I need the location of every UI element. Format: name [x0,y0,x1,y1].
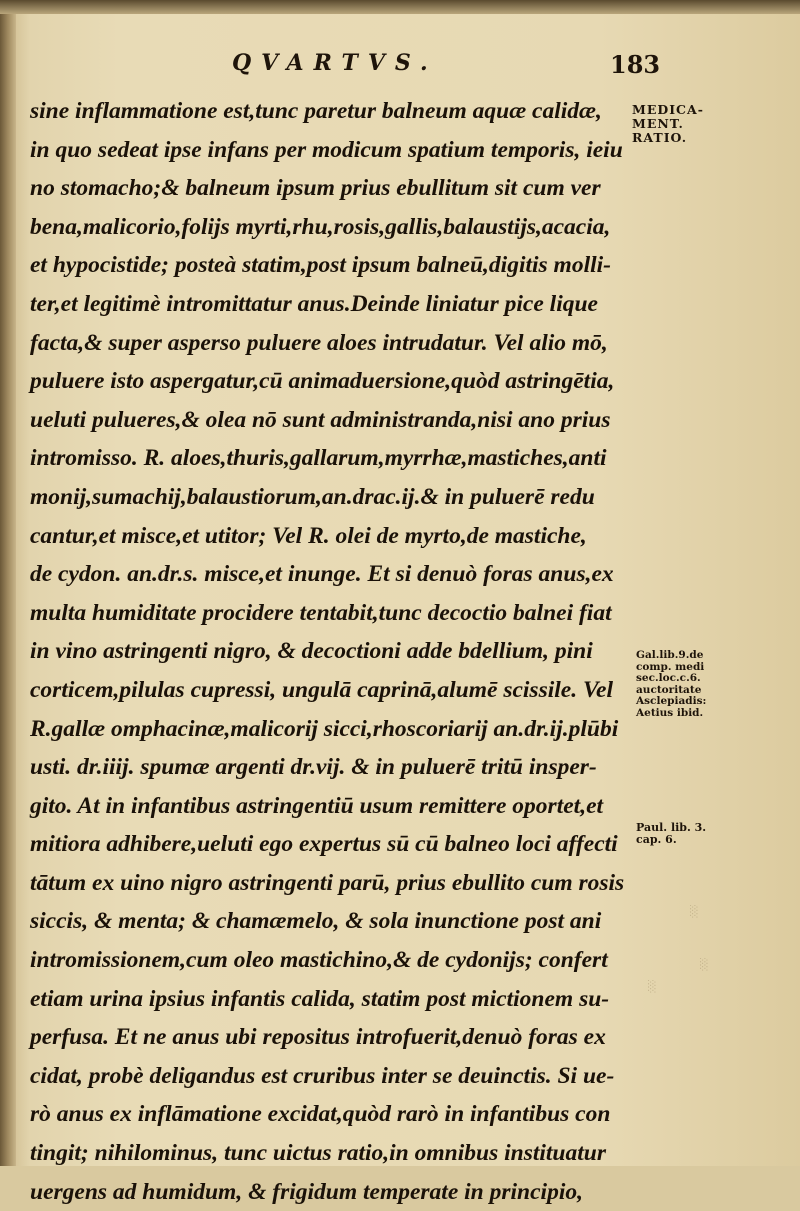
text-line: in vino astringenti nigro, & decoctioni adde bdellium, pini [30,638,593,665]
margin-note-line: sec.loc.c.6. [636,672,701,684]
margin-note-line: MEDICA- [632,102,704,117]
page-number: 183 [610,50,661,79]
text-line: monij,sumachij,balaustiorum,an.drac.ij.& in puluerē redu [30,483,595,510]
margin-note-line: auctoritate [636,683,702,696]
binding-gutter [0,0,16,1166]
running-head: QVARTVS. [232,50,438,76]
text-line: intromisso. R. aloes,thuris,gallarum,myrrhæ,mastiches,anti [30,445,607,472]
margin-note-line: Asclepiadis: [636,695,707,707]
page-top-edge [0,0,800,14]
show-through-mark: ░ [690,905,701,918]
text-line: R.gallæ omphacinæ,malicorij sicci,rhoscoriarij an.dr.ij.plūbi [30,715,619,742]
text-line: multa humiditate procidere tentabit,tunc decoctio balnei fiat [30,599,612,626]
text-line: bena,malicorio,folijs myrti,rhu,rosis,gallis,balaustijs,acacia, [30,213,611,240]
text-line: de cydon. an.dr.s. misce,et inunge. Et si denuò foras anus,ex [30,561,614,588]
margin-note-line: Gal.lib.9.de [636,649,704,661]
text-line: facta,& super asperso puluere aloes intrudatur. Vel alio mō, [30,329,608,356]
text-line: tātum ex uino nigro astringenti parū, prius ebullito cum rosis [30,869,625,896]
text-line: intromissionem,cum oleo mastichino,& de cydonijs; confert [30,947,608,974]
text-line: cidat, probè deligandus est cruribus inter se deuinctis. Si ue- [30,1062,615,1089]
text-line: usti. dr.iiij. spumæ argenti dr.vij. & in puluerē tritū insper- [30,754,597,781]
text-line: siccis, & menta; & chamæmelo, & sola inunctione post ani [30,908,602,935]
margin-note-medicament [632,103,704,145]
margin-note-line: RATIO. [632,130,688,145]
text-line: ter,et legitimè intromittatur anus.Deinde liniatur pice lique [30,290,598,317]
margin-note-line: cap. 6. [636,833,677,846]
margin-note-paulus [636,822,706,846]
margin-note-line: Paul. lib. 3. [636,821,707,834]
margin-note-galenus [636,650,706,719]
text-line: corticem,pilulas cupressi, ungulā caprinā,alumē scissile. Vel [30,676,613,703]
margin-note-line: MENT. [632,116,684,131]
margin-note-line: Aetius ibid. [636,706,704,719]
show-through-mark: ░ [700,958,711,971]
text-line: puluere isto aspergatur,cū animaduersione,quòd astringētia, [30,368,615,395]
page-header [0,46,800,86]
text-line: sine inflammatione est,tunc paretur balneum aquæ calidæ, [30,98,602,124]
text-line: in quo sedeat ipse infans per modicum spatium temporis, ieiu [30,136,623,163]
text-line: etiam urina ipsius infantis calida, statim post mictionem su- [30,985,610,1012]
text-line: tingit; nihilominus, tunc uictus ratio,in omnibus instituatur [30,1140,606,1167]
text-line: cantur,et misce,et utitor; Vel R. olei de myrto,de mastiche, [30,522,587,549]
text-line: perfusa. Et ne anus ubi repositus introfuerit,denuò foras ex [30,1024,606,1051]
show-through-mark: ░ [648,980,659,993]
text-line: gito. At in infantibus astringentiū usum remittere oportet,et [30,792,604,819]
margin-note-line: comp. medi [636,660,705,673]
text-line: rò anus ex inflāmatione excidat,quòd rarò in infantibus con [30,1101,611,1128]
text-line: ueluti pulueres,& olea nō sunt administranda,nisi ano prius [30,406,611,433]
text-line: mitiora adhibere,ueluti ego expertus sū cū balneo loci affecti [30,831,618,858]
text-line: no stomacho;& balneum ipsum prius ebullitum sit cum ver [30,175,601,202]
body-text [30,92,630,1211]
text-line: uergens ad humidum, & frigidum temperate in principio, [30,1178,583,1205]
text-line: et hypocistide; posteà statim,post ipsum balneū,digitis molli- [30,252,611,279]
